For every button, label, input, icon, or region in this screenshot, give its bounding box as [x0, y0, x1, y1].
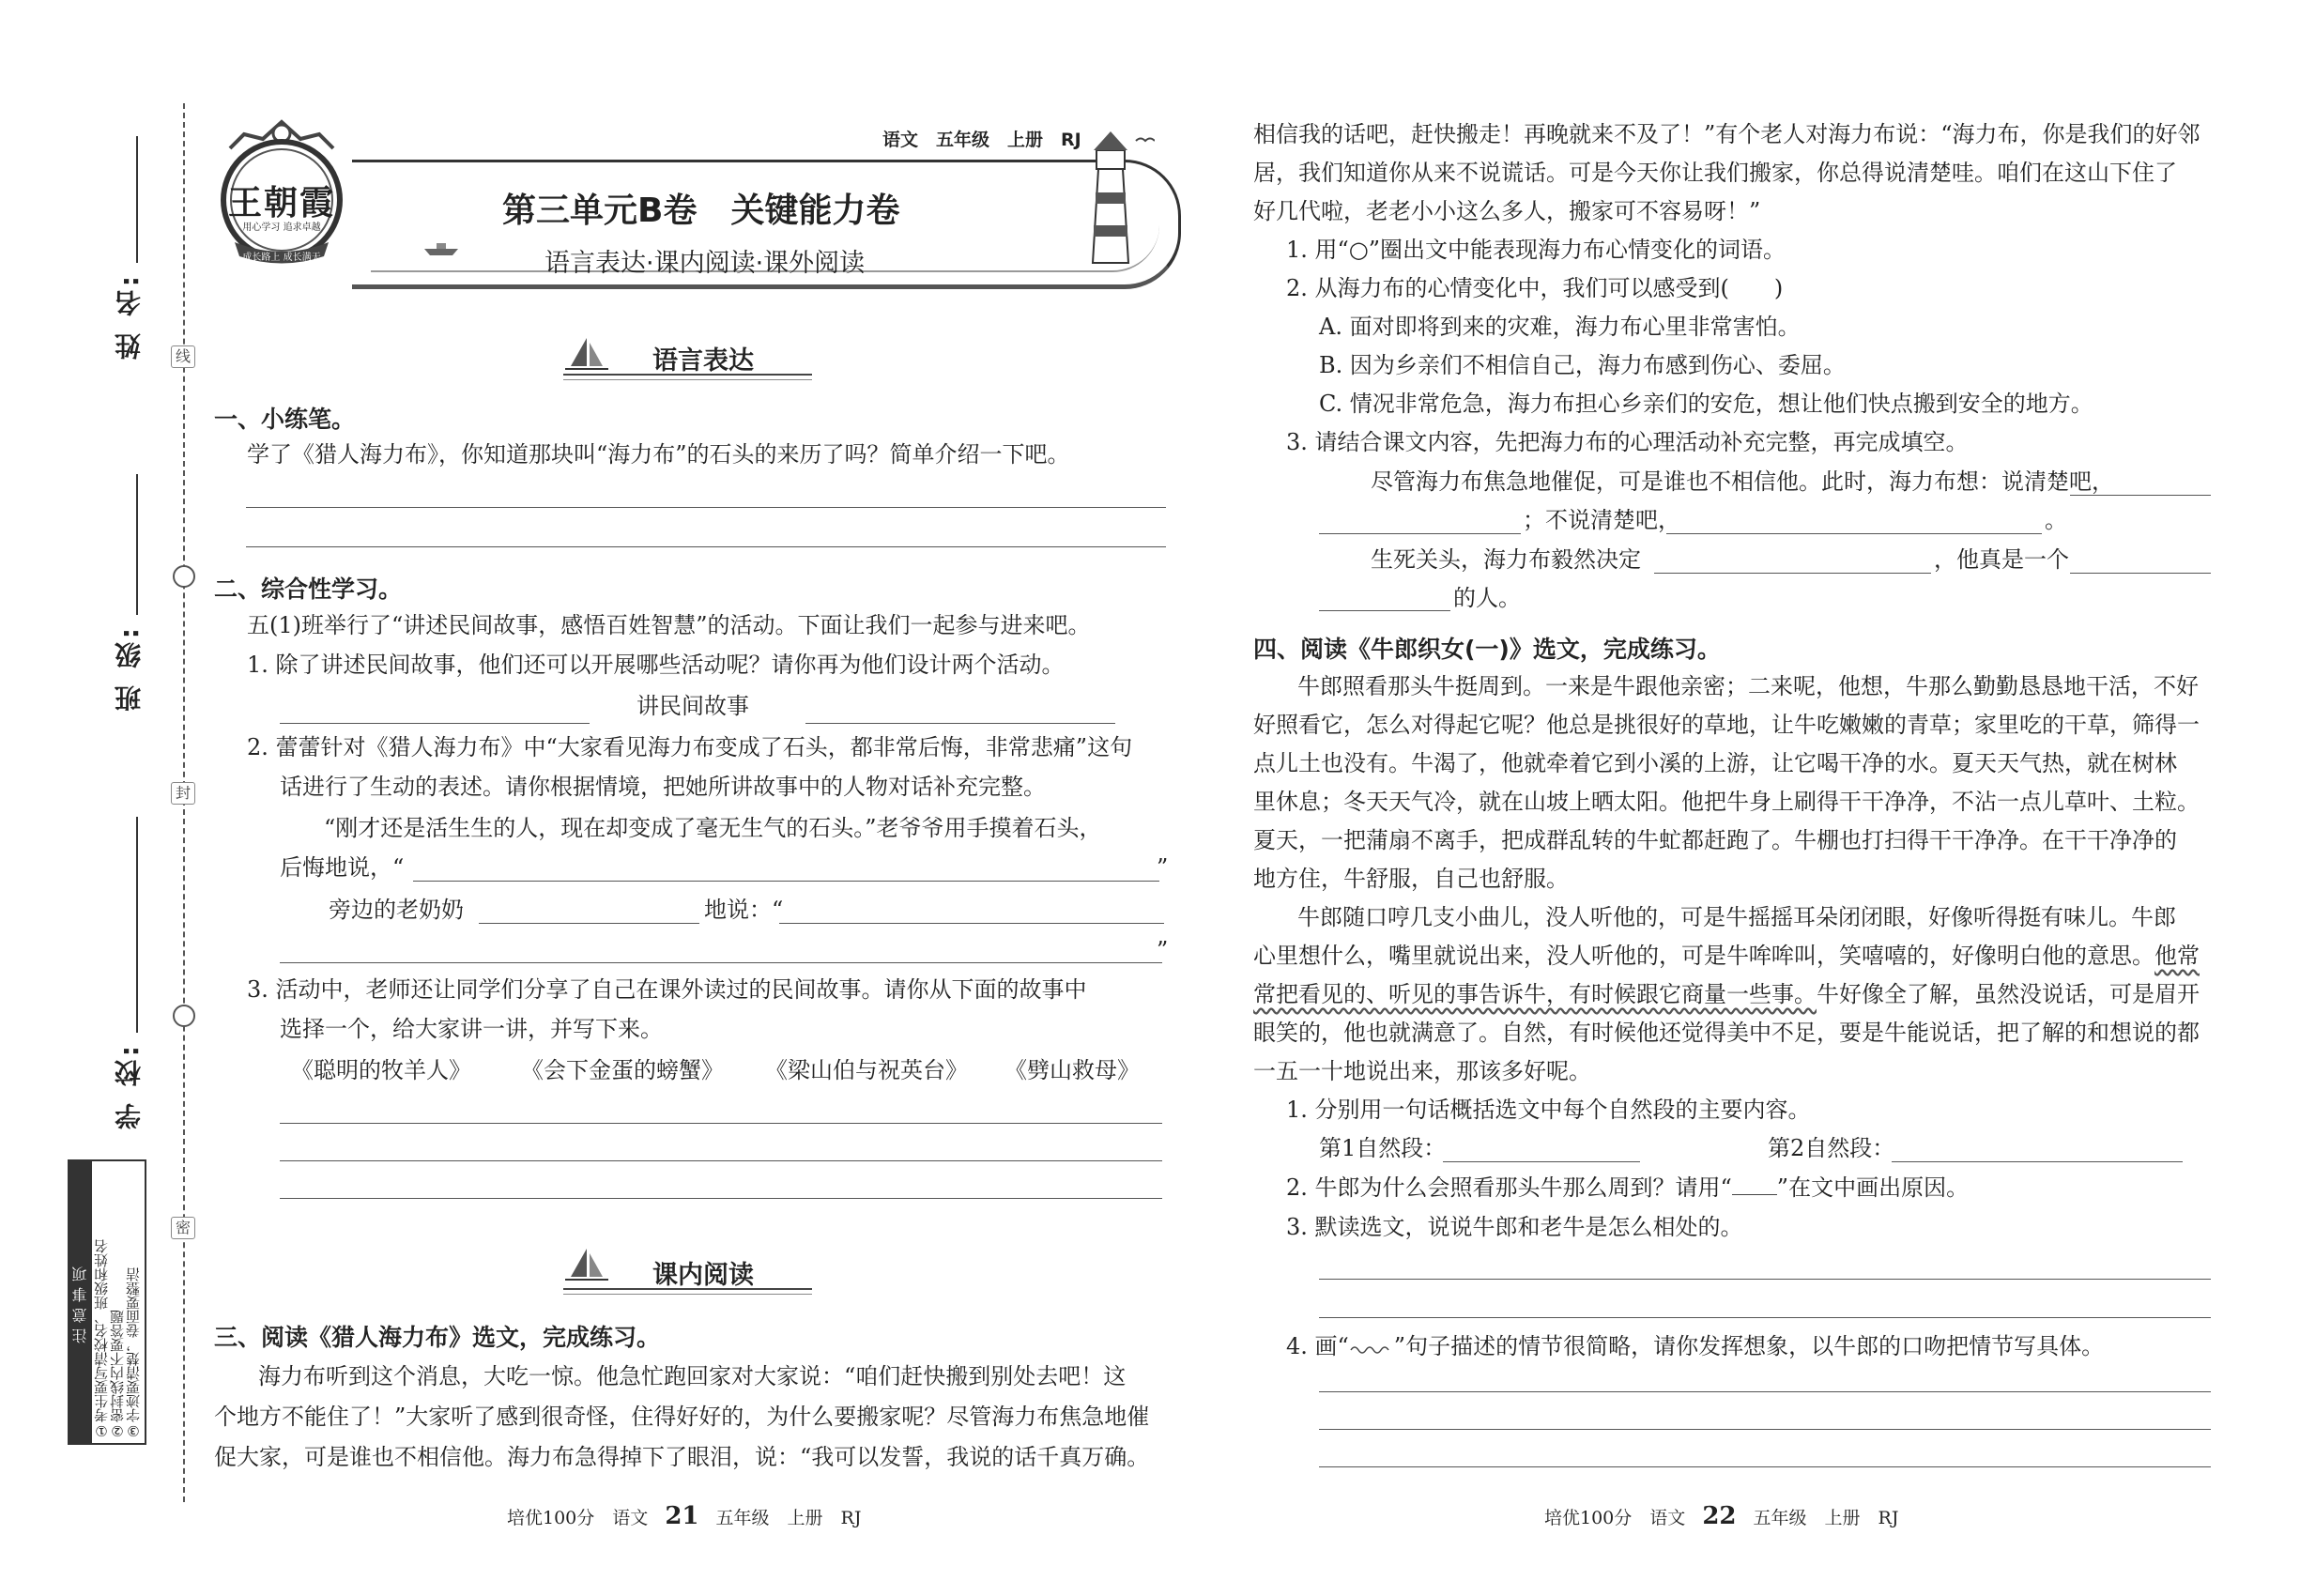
answer-line[interactable] — [413, 881, 1159, 882]
section-badge-underline — [563, 374, 812, 376]
cut-mark-dense: 密 — [171, 1217, 195, 1239]
passage-line: 牛郎随口哼几支小曲儿，没人听他的，可是牛摇摇耳朵闭闭眼，好像听得挺有味儿。牛郎 — [1297, 904, 2176, 930]
q2-2-line-a: 2. 蕾蕾针对《猎人海力布》中“大家看见海力布变成了石头，都非常后悔，非常悲痛”这句 — [247, 734, 1133, 760]
answer-line[interactable] — [1319, 610, 1450, 611]
answer-line[interactable] — [246, 546, 1166, 547]
passage-line: 点儿土也没有。牛渴了，他就牵着它到小溪的上游，让它喝干净的水。夏天天气热，就在树林 — [1253, 750, 2177, 776]
sailboat-icon — [563, 1244, 610, 1286]
q3-3-line-d: 的人。 — [1453, 585, 1521, 611]
footer-prefix: 培优100分 语文 — [1544, 1508, 1686, 1528]
passage-line: 居，我们知道你从来不说谎话。可是今天你让我们搬家，你总得说清楚哇。咱们在这山下住了 — [1253, 160, 2177, 186]
answer-line[interactable] — [1666, 533, 2042, 534]
q2-1-mid: 讲民间故事 — [636, 693, 749, 719]
passage-line: 夏天，一把蒲扇不离手，把成群乱转的牛虻都赶跑了。牛棚也打扫得干干净净。在干干净净的 — [1253, 827, 2177, 853]
answer-line[interactable] — [1319, 1429, 2211, 1430]
q3-3-line-a: 尽管海力布焦急地催促，可是谁也不相信他。此时，海力布想：说清楚吧， — [1371, 468, 2114, 495]
q4-4-text: 4. 画“ — [1286, 1333, 1349, 1359]
q4-2 — [1286, 1173, 1969, 1203]
q3-3-line-c1: 生死关头，海力布毅然决定 — [1371, 546, 1641, 573]
story-option: 《梁山伯与祝英台》 — [765, 1057, 968, 1083]
q2-2-line-d: 后悔地说，“ — [280, 854, 405, 881]
lighthouse-icon — [1070, 122, 1155, 272]
passage-line: 好几代啦，老老小小这么多人，搬家可不容易呀！” — [1253, 198, 1761, 224]
answer-line[interactable] — [1443, 1161, 1640, 1162]
q2-title: 二、综合性学习。 — [214, 575, 403, 603]
q3-3-line-b1: ；不说清楚吧， — [1523, 507, 1680, 533]
answer-line[interactable] — [280, 962, 1162, 963]
answer-line[interactable] — [246, 507, 1166, 508]
quote-end: ” — [1157, 937, 1169, 963]
cut-circle-2 — [173, 1005, 195, 1027]
brand-logo — [211, 111, 352, 270]
q4-title: 四、阅读《牛郎织女(一)》选文，完成练习。 — [1253, 636, 1721, 663]
q4-3: 3. 默读选文，说说牛郎和老牛是怎么相处的。 — [1286, 1214, 1743, 1240]
section-badge-reading: 课内阅读 — [652, 1261, 754, 1290]
notice-line: ①考生要写清校名、班级和姓名 — [93, 1239, 110, 1439]
q4-2-text: ”在文中画出原因。 — [1776, 1174, 1970, 1201]
q4-1-para2-label: 第2自然段： — [1768, 1135, 1895, 1161]
brand-motto: 用心学习 追求卓越 — [242, 223, 321, 233]
name-line[interactable] — [136, 136, 138, 263]
notice-box — [68, 1159, 146, 1445]
q4-1-para1-label: 第1自然段： — [1319, 1135, 1447, 1161]
wavy-underlined-text: 他常 — [2154, 943, 2200, 969]
notice-body — [94, 1165, 143, 1439]
underline-mark — [1732, 1194, 1777, 1195]
class-label: 班 级: — [114, 624, 145, 712]
q3-3-line-c2: ，他真是一个 — [1934, 546, 2069, 573]
q2-intro: 五(1)班举行了“讲述民间故事，感悟百姓智慧”的活动。下面让我们一起参与进来吧。 — [247, 612, 1091, 638]
passage-line: 一五一十地说出来，那该多好呢。 — [1253, 1058, 1591, 1084]
footer-left — [507, 1502, 861, 1530]
passage-line: 促大家，可是谁也不相信他。海力布急得掉下了眼泪，说：“我可以发誓，我说的话千真万确。 — [214, 1444, 1150, 1470]
answer-line[interactable] — [1892, 1161, 2183, 1162]
sailboat-icon — [563, 333, 610, 376]
story-option: 《会下金蛋的螃蟹》 — [521, 1057, 724, 1083]
passage-line — [1253, 979, 2200, 1009]
answer-line[interactable] — [2070, 495, 2211, 496]
answer-line[interactable] — [2070, 573, 2211, 574]
answer-line[interactable] — [1654, 573, 1931, 574]
story-option: 《劈山救母》 — [1004, 1057, 1140, 1083]
answer-line[interactable] — [280, 1160, 1162, 1161]
answer-line[interactable] — [1319, 533, 1521, 534]
page-title: 第三单元B卷 关键能力卷 — [502, 192, 900, 230]
answer-line[interactable] — [1319, 1466, 2211, 1467]
passage-line — [1253, 941, 2200, 971]
passage-text: 心里想什么，嘴里就说出来，没人听他的，可是牛哞哞叫，笑嘻嘻的，好像明白他的意思。 — [1253, 943, 2154, 969]
answer-line[interactable] — [1319, 1279, 2211, 1280]
answer-line[interactable] — [280, 1198, 1162, 1199]
passage-line: 海力布听到这个消息，大吃一惊。他急忙跑回家对大家说：“咱们赶快搬到别处去吧！这 — [258, 1363, 1127, 1389]
q2-3-line-b: 选择一个，给大家讲一讲，并写下来。 — [280, 1016, 663, 1042]
q3-2-option-c: C. 情况非常危急，海力布担心乡亲们的安危，想让他们快点搬到安全的地方。 — [1319, 391, 2093, 417]
cut-mark-seal: 封 — [171, 782, 195, 805]
section-badge-language: 语言表达 — [652, 346, 754, 376]
passage-line: 牛郎照看那头牛挺周到。一来是牛跟他亲密；二来呢，他想，牛那么勤勤恳恳地干活，不好 — [1297, 673, 2199, 699]
school-line[interactable] — [136, 817, 138, 1033]
brand-name: 王朝霞 — [228, 183, 336, 223]
class-line[interactable] — [136, 474, 138, 615]
answer-line[interactable] — [479, 923, 699, 924]
q4-4 — [1286, 1331, 2104, 1361]
answer-line[interactable] — [1319, 1317, 2211, 1318]
passage-line: 个地方不能住了！”大家听了感到很奇怪，住得好好的，为什么要搬家呢？尽管海力布焦急地催 — [214, 1404, 1150, 1430]
q1-title: 一、小练笔。 — [214, 406, 356, 433]
passage-line: 地方住，牛舒服，自己也舒服。 — [1253, 866, 1569, 892]
answer-line[interactable] — [280, 1123, 1162, 1124]
q3-2: 2. 从海力布的心情变化中，我们可以感受到( ) — [1286, 275, 1784, 301]
q3-1: 1. 用“○”圈出文中能表现海力布心情变化的词语。 — [1286, 237, 1786, 263]
wavy-mark-icon — [1349, 1331, 1394, 1361]
passage-line: 相信我的话吧，赶快搬走！再晚就来不及了！”有个老人对海力布说：“海力布，你是我们的好邻 — [1253, 121, 2200, 147]
q2-1: 1. 除了讲述民间故事，他们还可以开展哪些活动呢？请你再为他们设计两个活动。 — [247, 652, 1065, 678]
passage-line: 里休息；冬天天气冷，就在山坡上晒太阳。他把牛身上刷得干干净净，不沾一点儿草叶、土粒。 — [1253, 789, 2200, 815]
passage-line: 好照看它，怎么对得起它呢？他总是挑很好的草地，让牛吃嫩嫩的青草；家里吃的干草，筛得一 — [1253, 712, 2200, 738]
quote-end: ” — [1157, 854, 1169, 881]
brand-slogan: 成长路上 成长满天 — [242, 253, 321, 263]
notice-line: ②密封线内不要答题 — [109, 1310, 126, 1439]
story-option: 《聪明的牧羊人》 — [291, 1057, 471, 1083]
q4-4-text: ”句子描述的情节很简略，请你发挥想象，以牛郎的口吻把情节写具体。 — [1393, 1333, 2105, 1359]
answer-line[interactable] — [779, 923, 1164, 924]
footer-right — [1544, 1502, 1898, 1530]
cut-mark-line: 线 — [171, 345, 195, 368]
section-badge-underline — [563, 1294, 812, 1295]
passage-text: 牛好像全了解，虽然没说话，可是眉开 — [1817, 981, 2200, 1007]
notice-head: 注意事项 — [69, 1161, 92, 1443]
grade-meta: 语文 五年级 上册 RJ — [882, 130, 1081, 150]
q2-2-line-e2: 地说：“ — [704, 897, 784, 923]
q3-2-option-a: A. 面对即将到来的灾难，海力布心里非常害怕。 — [1319, 314, 1801, 340]
footer-prefix: 培优100分 语文 — [507, 1508, 649, 1528]
q2-2-line-c: “刚才还是活生生的人，现在却变成了毫无生气的石头。”老爷爷用手摸着石头， — [324, 815, 1102, 841]
q3-2-option-b: B. 因为乡亲们不相信自己，海力布感到伤心、委屈。 — [1319, 352, 1846, 378]
q1-text: 学了《猎人海力布》，你知道那块叫“海力布”的石头的来历了吗？简单介绍一下吧。 — [247, 441, 1070, 468]
answer-line[interactable] — [280, 723, 590, 724]
section-badge-underline — [563, 379, 812, 380]
page-subtitle: 语言表达·课内阅读·课外阅读 — [544, 249, 866, 278]
q4-2-text: 2. 牛郎为什么会照看那头牛那么周到？请用“ — [1286, 1174, 1732, 1201]
ship-icon — [422, 239, 460, 258]
q3-title: 三、阅读《猎人海力布》选文，完成练习。 — [214, 1324, 661, 1351]
section-badge-underline — [563, 1288, 812, 1290]
q4-1: 1. 分别用一句话概括选文中每个自然段的主要内容。 — [1286, 1097, 1811, 1123]
notice-line: ③字迹要清楚，卷面要整洁 — [125, 1267, 142, 1439]
cut-circle-1 — [173, 565, 195, 588]
school-label: 学 校: — [114, 1042, 145, 1129]
answer-line[interactable] — [1319, 1391, 2211, 1392]
q2-3-line-a: 3. 活动中，老师还让同学们分享了自己在课外读过的民间故事。请你从下面的故事中 — [247, 976, 1087, 1003]
q2-2-line-b: 话进行了生动的表述。请你根据情境，把她所讲故事中的人物对话补充完整。 — [280, 774, 1046, 800]
footer-suffix: 五年级 上册 RJ — [715, 1508, 862, 1528]
passage-line: 眼笑的，他也就满意了。自然，有时候他还觉得美中不足，要是牛能说话，把了解的和想说的都 — [1253, 1020, 2200, 1046]
footer-suffix: 五年级 上册 RJ — [1753, 1508, 1899, 1528]
answer-line[interactable] — [805, 723, 1115, 724]
name-label: 姓 名: — [114, 272, 145, 360]
q2-2-line-e1: 旁边的老奶奶 — [329, 897, 464, 923]
page-number: 21 — [665, 1502, 699, 1530]
q3-3: 3. 请结合课文内容，先把海力布的心理活动补充完整，再完成填空。 — [1286, 429, 1969, 455]
page-number: 22 — [1702, 1502, 1737, 1530]
wavy-underlined-text: 常把看见的、听见的事告诉牛，有时候跟它商量一些事。 — [1253, 981, 1817, 1007]
q3-3-line-b2: 。 — [2045, 507, 2067, 533]
